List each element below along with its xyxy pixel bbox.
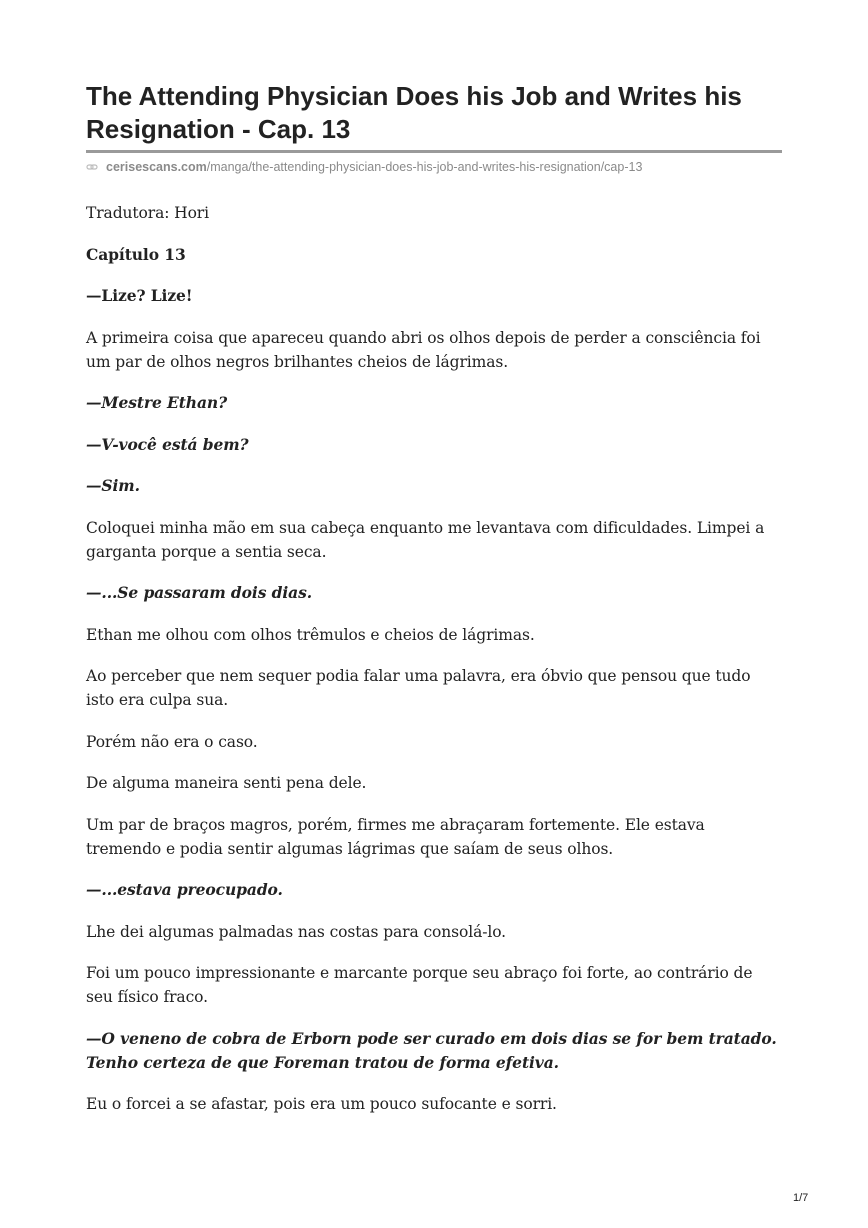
paragraph: Lhe dei algumas palmadas nas costas para consolá-lo.	[86, 922, 507, 941]
paragraph: —...estava preocupado.	[86, 880, 283, 899]
paragraph: Tradutora: Hori	[86, 204, 209, 222]
paragraph: Coloquei minha mão em sua cabeça enquanto me levantava com dificuldades. Limpei a garganta porque a sentia seca.	[86, 518, 765, 561]
link-icon	[86, 161, 98, 173]
paragraph: Um par de braços magros, porém, firmes me abraçaram fortemente. Ele estava tremendo e podia sentir algumas lágrimas que saíam de seus olhos.	[86, 815, 705, 858]
paragraph: —Sim.	[86, 476, 140, 495]
page-number: 1/7	[793, 1192, 809, 1204]
paragraph: Foi um pouco impressionante e marcante porque seu abraço foi forte, ao contrário de seu físico fraco.	[86, 964, 753, 1006]
paragraph: Porém não era o caso.	[86, 732, 258, 751]
paragraph: —O veneno de cobra de Erborn pode ser curado em dois dias se for bem tratado. Tenho certeza de que Foreman tratou de forma efetiva.	[86, 1028, 777, 1072]
paragraph: A primeira coisa que apareceu quando abri os olhos depois de perder a consciência foi um par de olhos negros brilhantes cheios de lágrimas.	[86, 328, 761, 371]
page-title: The Attending Physician Does his Job and Writes his Resignation - Cap. 13	[86, 81, 742, 144]
title-divider	[86, 150, 782, 153]
chapter-content	[86, 201, 782, 1134]
paragraph: Ao perceber que nem sequer podia falar uma palavra, era óbvio que pensou que tudo isto era culpa sua.	[86, 667, 751, 709]
paragraph: Ethan me olhou com olhos trêmulos e cheios de lágrimas.	[86, 625, 535, 644]
paragraph: —Mestre Ethan?	[86, 393, 228, 412]
source-url[interactable]	[86, 159, 782, 175]
source-domain[interactable]: cerisescans.com	[106, 160, 207, 174]
paragraph: De alguma maneira senti pena dele.	[86, 774, 367, 792]
paragraph: Capítulo 13	[86, 244, 186, 264]
source-path[interactable]: /manga/the-attending-physician-does-his-job-and-writes-his-resignation/cap-13	[206, 160, 643, 174]
paragraph: —Lize? Lize!	[86, 286, 193, 305]
paragraph: —...Se passaram dois dias.	[86, 583, 313, 602]
paragraph: Eu o forcei a se afastar, pois era um pouco sufocante e sorri.	[86, 1095, 557, 1113]
paragraph: —V-você está bem?	[86, 434, 249, 454]
